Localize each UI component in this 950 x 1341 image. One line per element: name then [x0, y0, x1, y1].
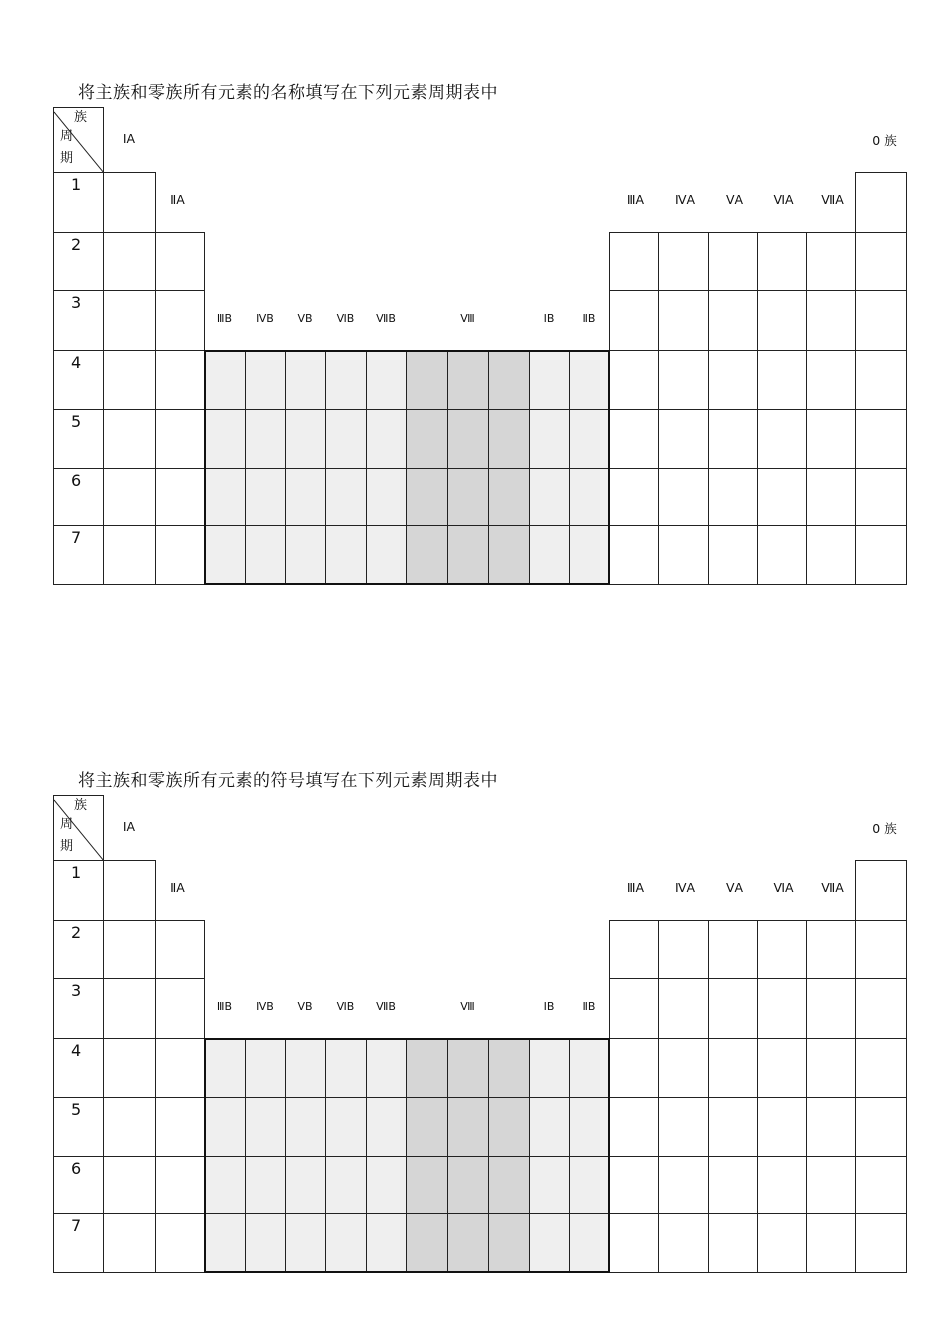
group-label-ia: ⅠA — [122, 131, 136, 146]
group-label-iiia: ⅢA — [626, 192, 645, 207]
element-cell — [406, 525, 448, 585]
group-label-iia: ⅡA — [170, 192, 185, 207]
element-cell — [609, 1156, 659, 1214]
group-label-ivb: ⅣB — [256, 1000, 274, 1013]
group-label-iiib: ⅢB — [216, 312, 233, 325]
element-cell — [757, 920, 807, 979]
corner-period-label: 期 — [60, 151, 74, 166]
group-label-viib: ⅦB — [376, 1000, 396, 1013]
element-cell — [658, 525, 709, 585]
element-cell — [757, 409, 807, 469]
period-number: 5 — [71, 412, 82, 431]
period-number: 3 — [71, 293, 82, 312]
element-cell — [569, 1097, 610, 1157]
group-label-iva: ⅣA — [674, 880, 696, 895]
group-label-zero: 0 族 — [872, 133, 897, 148]
group-label-viii: Ⅷ — [460, 1000, 475, 1013]
corner-group-label: 族 — [74, 798, 88, 813]
element-cell — [855, 1097, 907, 1157]
element-cell — [245, 1097, 286, 1157]
corner-period-label: 期 — [60, 839, 74, 854]
element-cell — [155, 350, 205, 410]
element-cell — [285, 1097, 326, 1157]
element-cell — [569, 1213, 610, 1273]
element-cell — [529, 350, 570, 410]
element-cell — [708, 409, 758, 469]
element-cell — [708, 1156, 758, 1214]
group-label-vib: ⅥB — [336, 312, 355, 325]
element-cell — [245, 525, 286, 585]
group-label-viia: ⅦA — [821, 192, 844, 207]
element-cell — [325, 468, 367, 526]
element-cell — [366, 1038, 407, 1098]
element-cell — [325, 1156, 367, 1214]
element-cell — [855, 232, 907, 291]
element-cell — [204, 350, 246, 410]
element-cell — [204, 1097, 246, 1157]
element-cell — [806, 525, 856, 585]
group-label-vb: ⅤB — [297, 1000, 313, 1013]
element-cell — [406, 1038, 448, 1098]
element-cell — [103, 290, 156, 351]
element-cell — [806, 350, 856, 410]
element-cell — [447, 1038, 489, 1098]
element-cell — [806, 468, 856, 526]
period-number: 4 — [71, 1041, 82, 1060]
element-cell — [658, 1213, 709, 1273]
element-cell — [103, 920, 156, 979]
element-cell — [155, 290, 205, 351]
group-label-via: ⅥA — [773, 880, 794, 895]
element-cell — [103, 409, 156, 469]
element-cell — [103, 232, 156, 291]
element-cell — [757, 978, 807, 1039]
element-cell — [609, 920, 659, 979]
element-cell — [757, 232, 807, 291]
element-cell — [757, 468, 807, 526]
element-cell — [406, 409, 448, 469]
element-cell — [204, 1213, 246, 1273]
element-cell — [569, 1038, 610, 1098]
element-cell — [806, 290, 856, 351]
element-cell — [708, 1097, 758, 1157]
corner-period-label: 周 — [60, 817, 74, 832]
worksheet-title: 将主族和零族所有元素的符号填写在下列元素周期表中 — [78, 771, 498, 791]
element-cell — [366, 1213, 407, 1273]
element-cell — [855, 1156, 907, 1214]
element-cell — [757, 1038, 807, 1098]
element-cell — [325, 350, 367, 410]
element-cell — [245, 1156, 286, 1214]
element-cell — [366, 468, 407, 526]
element-cell — [103, 1038, 156, 1098]
element-cell — [245, 1038, 286, 1098]
element-cell — [609, 978, 659, 1039]
element-cell — [285, 409, 326, 469]
group-label-zero: 0 族 — [872, 821, 897, 836]
element-cell — [103, 350, 156, 410]
element-cell — [103, 172, 156, 233]
element-cell — [855, 1038, 907, 1098]
element-cell — [855, 525, 907, 585]
element-cell — [757, 1097, 807, 1157]
element-cell — [325, 1213, 367, 1273]
group-label-vb: ⅤB — [297, 312, 313, 325]
element-cell — [488, 1213, 530, 1273]
element-cell — [609, 525, 659, 585]
element-cell — [103, 1097, 156, 1157]
element-cell — [285, 468, 326, 526]
corner-period-label: 周 — [60, 129, 74, 144]
element-cell — [325, 409, 367, 469]
element-cell — [155, 1156, 205, 1214]
element-cell — [245, 468, 286, 526]
group-label-vib: ⅥB — [336, 1000, 355, 1013]
element-cell — [806, 920, 856, 979]
element-cell — [204, 1038, 246, 1098]
element-cell — [155, 525, 205, 585]
element-cell — [447, 1213, 489, 1273]
element-cell — [325, 1097, 367, 1157]
group-label-iiib: ⅢB — [216, 1000, 233, 1013]
element-cell — [658, 1097, 709, 1157]
element-cell — [103, 1156, 156, 1214]
element-cell — [406, 1156, 448, 1214]
element-cell — [245, 350, 286, 410]
element-cell — [366, 350, 407, 410]
element-cell — [366, 525, 407, 585]
element-cell — [757, 350, 807, 410]
element-cell — [204, 409, 246, 469]
period-number: 3 — [71, 981, 82, 1000]
element-cell — [658, 350, 709, 410]
element-cell — [155, 920, 205, 979]
element-cell — [658, 468, 709, 526]
element-cell — [285, 1213, 326, 1273]
element-cell — [447, 1097, 489, 1157]
element-cell — [155, 1213, 205, 1273]
group-label-via: ⅥA — [773, 192, 794, 207]
group-label-ivb: ⅣB — [256, 312, 274, 325]
group-label-iib: ⅡB — [582, 312, 596, 325]
element-cell — [406, 1097, 448, 1157]
element-cell — [855, 978, 907, 1039]
element-cell — [855, 290, 907, 351]
element-cell — [757, 1213, 807, 1273]
period-number: 7 — [71, 1216, 82, 1235]
element-cell — [488, 525, 530, 585]
group-label-iva: ⅣA — [674, 192, 696, 207]
element-cell — [529, 1038, 570, 1098]
element-cell — [245, 409, 286, 469]
period-number: 1 — [71, 863, 82, 882]
element-cell — [447, 525, 489, 585]
group-label-va: ⅤA — [725, 880, 744, 895]
element-cell — [609, 350, 659, 410]
period-number: 6 — [71, 471, 82, 490]
element-cell — [658, 1038, 709, 1098]
group-label-va: ⅤA — [725, 192, 744, 207]
element-cell — [658, 978, 709, 1039]
element-cell — [488, 468, 530, 526]
period-number: 2 — [71, 923, 82, 942]
group-label-ib: ⅠB — [543, 1000, 555, 1013]
period-number: 5 — [71, 1100, 82, 1119]
element-cell — [609, 232, 659, 291]
element-cell — [325, 1038, 367, 1098]
element-cell — [609, 1097, 659, 1157]
element-cell — [609, 409, 659, 469]
element-cell — [609, 290, 659, 351]
element-cell — [366, 1156, 407, 1214]
element-cell — [609, 468, 659, 526]
element-cell — [529, 1156, 570, 1214]
element-cell — [529, 1097, 570, 1157]
element-cell — [406, 468, 448, 526]
element-cell — [569, 525, 610, 585]
element-cell — [529, 468, 570, 526]
element-cell — [155, 978, 205, 1039]
element-cell — [708, 1038, 758, 1098]
element-cell — [406, 1213, 448, 1273]
element-cell — [658, 1156, 709, 1214]
element-cell — [855, 409, 907, 469]
element-cell — [447, 409, 489, 469]
element-cell — [855, 172, 907, 233]
element-cell — [447, 468, 489, 526]
element-cell — [529, 409, 570, 469]
element-cell — [447, 1156, 489, 1214]
element-cell — [447, 350, 489, 410]
corner-header — [53, 107, 104, 173]
element-cell — [103, 468, 156, 526]
element-cell — [103, 1213, 156, 1273]
element-cell — [609, 1213, 659, 1273]
element-cell — [855, 468, 907, 526]
element-cell — [155, 1038, 205, 1098]
element-cell — [204, 1156, 246, 1214]
period-number: 4 — [71, 353, 82, 372]
element-cell — [488, 1156, 530, 1214]
element-cell — [285, 1156, 326, 1214]
element-cell — [204, 468, 246, 526]
element-cell — [204, 525, 246, 585]
element-cell — [658, 409, 709, 469]
element-cell — [155, 409, 205, 469]
element-cell — [855, 350, 907, 410]
element-cell — [757, 525, 807, 585]
element-cell — [569, 409, 610, 469]
element-cell — [855, 920, 907, 979]
element-cell — [285, 350, 326, 410]
element-cell — [366, 1097, 407, 1157]
element-cell — [366, 409, 407, 469]
element-cell — [757, 290, 807, 351]
element-cell — [757, 1156, 807, 1214]
element-cell — [658, 920, 709, 979]
group-label-iia: ⅡA — [170, 880, 185, 895]
element-cell — [708, 978, 758, 1039]
worksheet-names — [0, 78, 950, 598]
period-number: 1 — [71, 175, 82, 194]
element-cell — [569, 468, 610, 526]
element-cell — [569, 1156, 610, 1214]
group-label-iib: ⅡB — [582, 1000, 596, 1013]
element-cell — [708, 290, 758, 351]
element-cell — [103, 860, 156, 921]
element-cell — [488, 1097, 530, 1157]
element-cell — [855, 1213, 907, 1273]
element-cell — [806, 1038, 856, 1098]
worksheet-symbols — [0, 766, 950, 1286]
element-cell — [658, 232, 709, 291]
period-number: 2 — [71, 235, 82, 254]
worksheet-title: 将主族和零族所有元素的名称填写在下列元素周期表中 — [78, 83, 498, 103]
element-cell — [609, 1038, 659, 1098]
element-cell — [569, 350, 610, 410]
element-cell — [806, 1156, 856, 1214]
period-number: 6 — [71, 1159, 82, 1178]
element-cell — [488, 1038, 530, 1098]
element-cell — [806, 232, 856, 291]
element-cell — [529, 1213, 570, 1273]
corner-header — [53, 795, 104, 861]
group-label-ib: ⅠB — [543, 312, 555, 325]
group-label-viii: Ⅷ — [460, 312, 475, 325]
element-cell — [155, 1097, 205, 1157]
element-cell — [806, 978, 856, 1039]
element-cell — [285, 1038, 326, 1098]
element-cell — [103, 978, 156, 1039]
group-label-iiia: ⅢA — [626, 880, 645, 895]
element-cell — [325, 525, 367, 585]
element-cell — [855, 860, 907, 921]
corner-group-label: 族 — [74, 110, 88, 125]
element-cell — [708, 920, 758, 979]
element-cell — [103, 525, 156, 585]
element-cell — [708, 350, 758, 410]
group-label-ia: ⅠA — [122, 819, 136, 834]
element-cell — [406, 350, 448, 410]
element-cell — [806, 409, 856, 469]
element-cell — [806, 1097, 856, 1157]
element-cell — [488, 409, 530, 469]
element-cell — [155, 232, 205, 291]
element-cell — [806, 1213, 856, 1273]
group-label-viib: ⅦB — [376, 312, 396, 325]
element-cell — [658, 290, 709, 351]
element-cell — [155, 468, 205, 526]
element-cell — [285, 525, 326, 585]
element-cell — [708, 525, 758, 585]
element-cell — [708, 1213, 758, 1273]
group-label-viia: ⅦA — [821, 880, 844, 895]
element-cell — [245, 1213, 286, 1273]
element-cell — [529, 525, 570, 585]
element-cell — [708, 468, 758, 526]
element-cell — [708, 232, 758, 291]
period-number: 7 — [71, 528, 82, 547]
element-cell — [488, 350, 530, 410]
